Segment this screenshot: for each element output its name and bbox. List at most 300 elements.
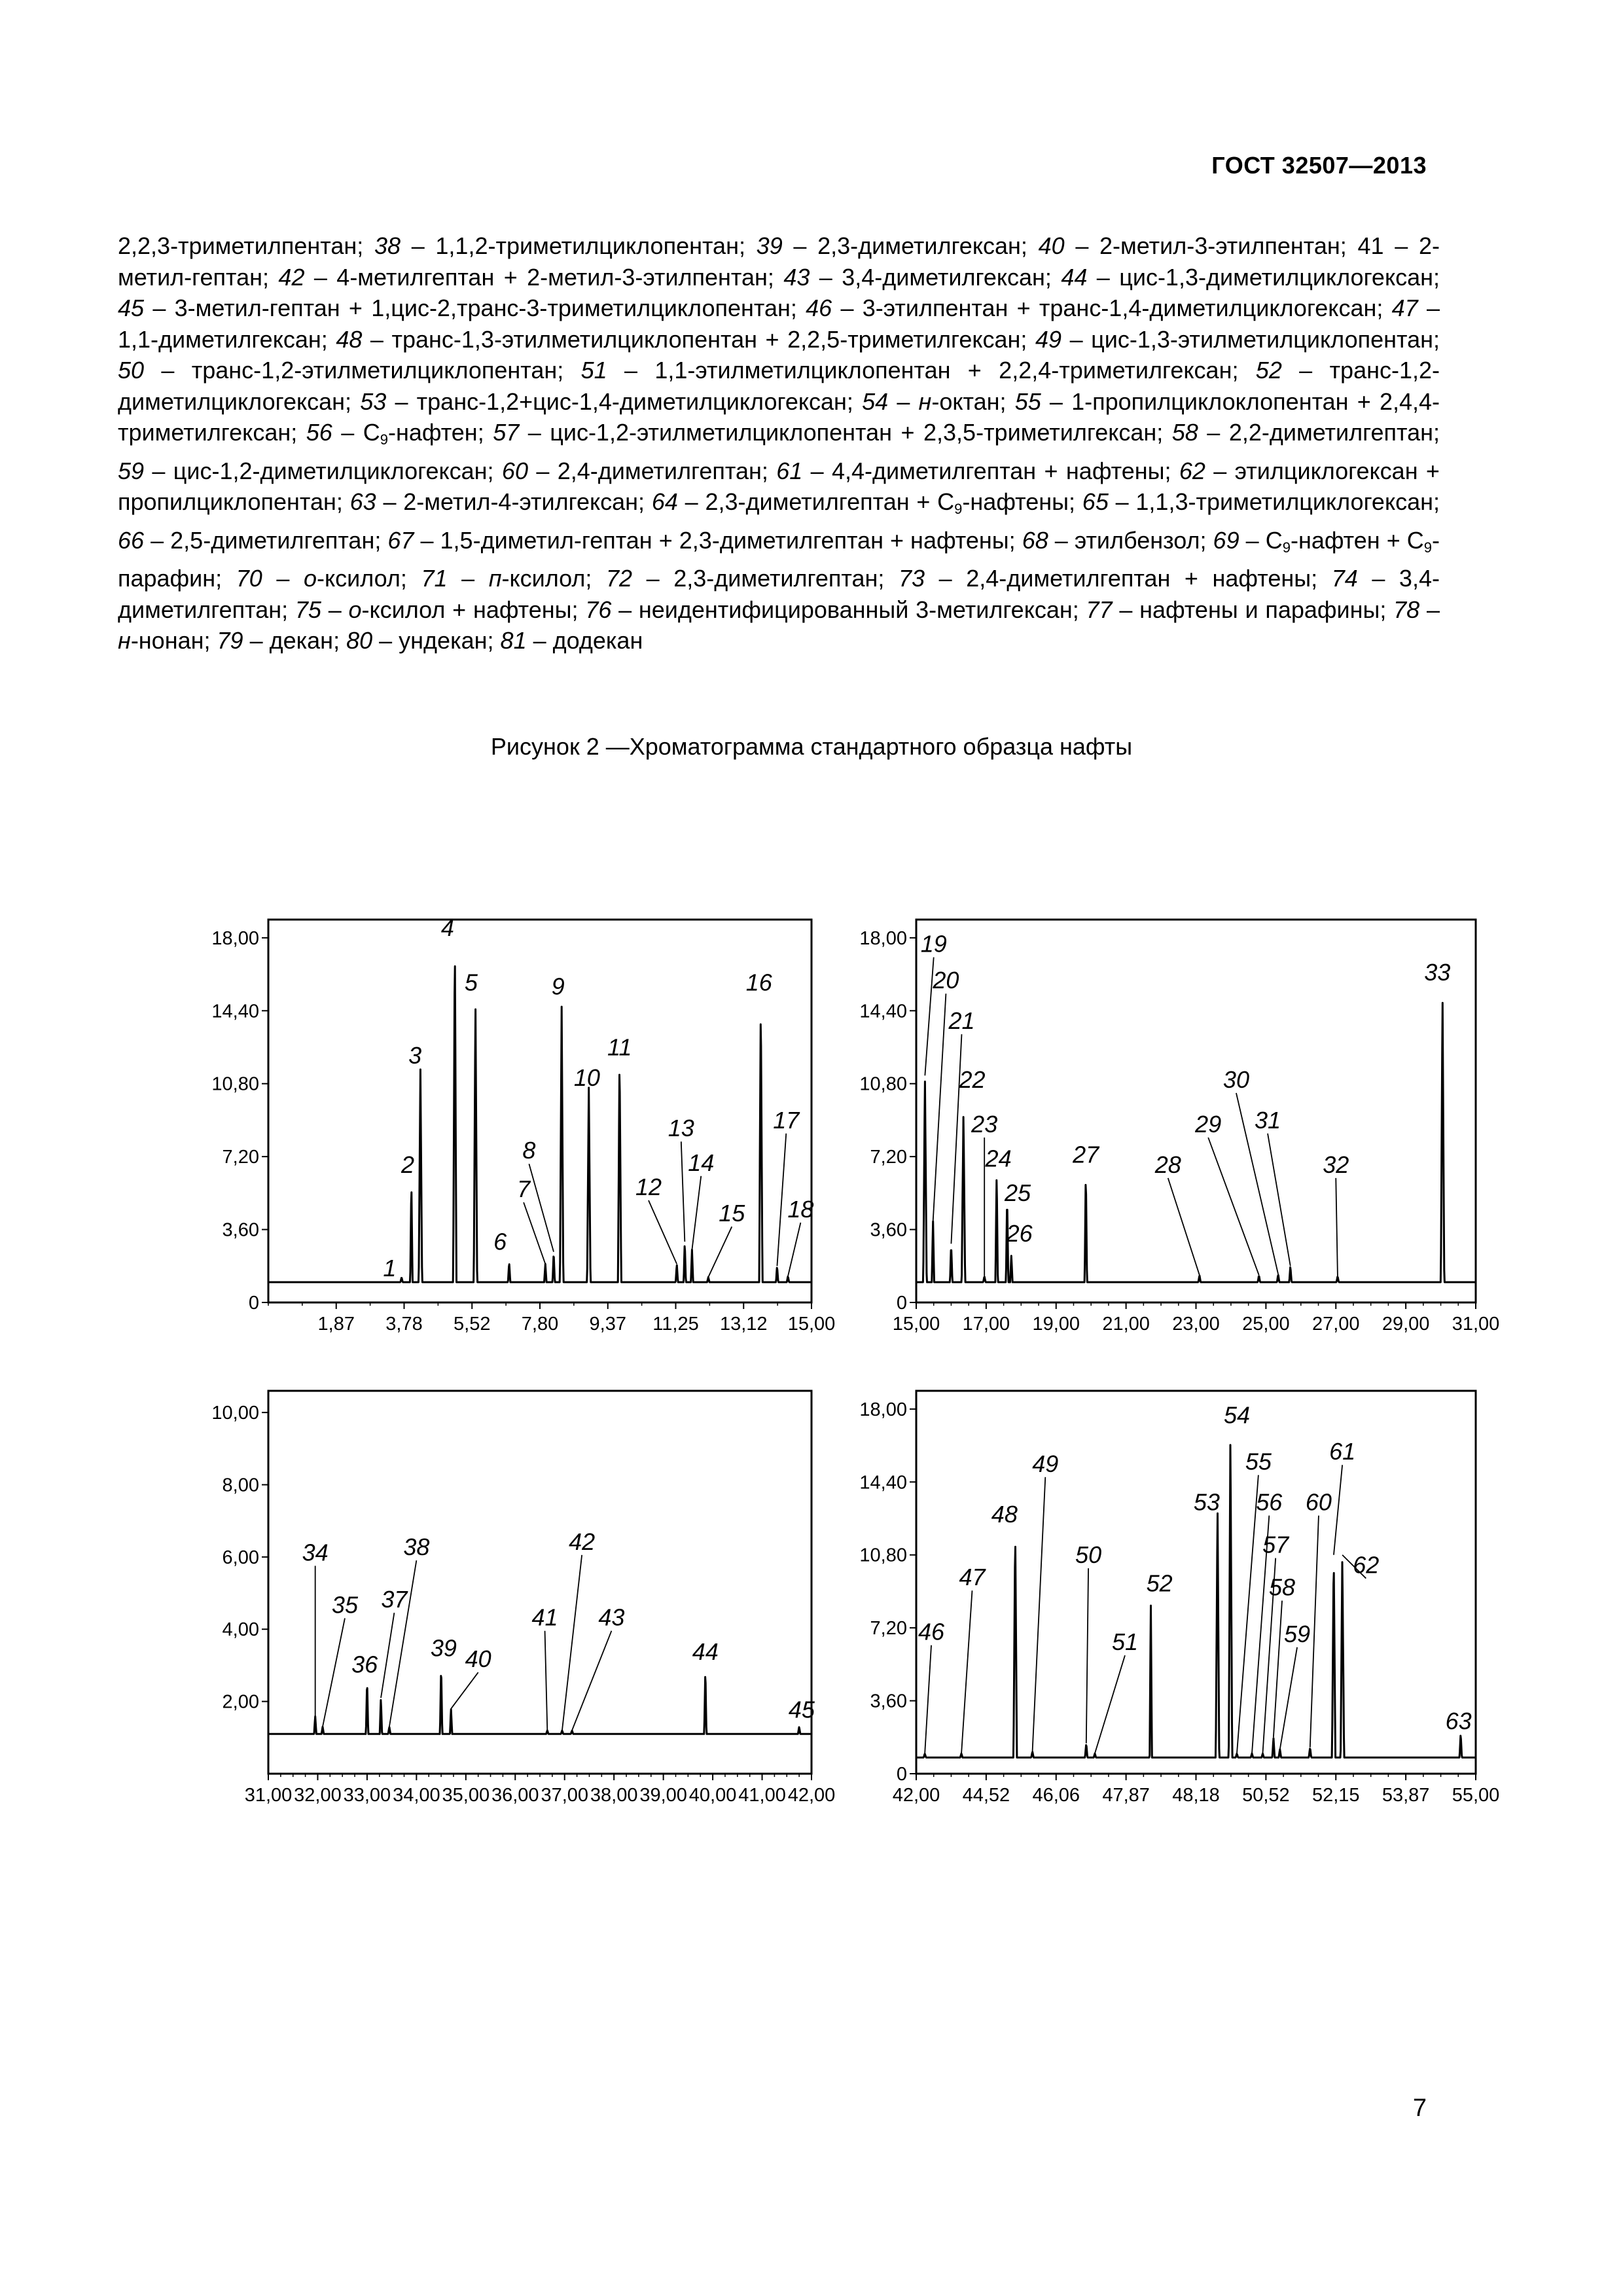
figure-legend xyxy=(118,230,1440,656)
legend-entry: 42 – 4-метилгептан + 2-метил-3-этилпентан; xyxy=(278,263,774,291)
peak-label: 23 xyxy=(971,1111,998,1138)
peak-leader-line xyxy=(708,1227,732,1277)
legend-number: 42 xyxy=(278,263,305,291)
y-tick-label: 6,00 xyxy=(222,1547,259,1568)
legend-number: 38 xyxy=(374,232,401,259)
legend-number: 51 xyxy=(580,357,607,384)
y-tick-label: 18,00 xyxy=(859,1399,907,1420)
legend-entry: 57 – цис-1,2-этилметилциклопентан + 2,3,5-триметилгексан; xyxy=(493,419,1164,446)
chart-svg xyxy=(196,1384,836,1820)
x-tick-label: 55,00 xyxy=(1452,1785,1500,1806)
legend-entry: 59 – цис-1,2-диметилциклогексан; xyxy=(118,457,494,484)
y-tick-label: 14,40 xyxy=(211,1001,259,1022)
standard-header: ГОСТ 32507—2013 xyxy=(1211,152,1427,179)
legend-number: 49 xyxy=(1035,325,1062,353)
x-tick-label: 53,87 xyxy=(1382,1785,1430,1806)
chromatogram-panel-1 xyxy=(196,913,836,1348)
peak-leader-line xyxy=(1280,1647,1297,1749)
legend-entry: 54 – н-октан; xyxy=(862,387,1007,415)
peak-label: 51 xyxy=(1111,1628,1139,1656)
legend-number: 44 xyxy=(1061,263,1088,291)
legend-number: 71 xyxy=(421,565,448,592)
legend-entry: 76 – неидентифицированный 3-метилгексан; xyxy=(585,596,1079,623)
peak-label: 31 xyxy=(1255,1106,1281,1134)
y-tick-label: 14,40 xyxy=(859,1472,907,1494)
peak-label: 1 xyxy=(383,1254,397,1282)
y-tick-label: 3,60 xyxy=(870,1691,907,1712)
legend-number: 59 xyxy=(118,457,145,484)
legend-number: 43 xyxy=(783,263,810,291)
legend-entry: 73 – 2,4-диметилгептан + нафтены; xyxy=(898,565,1318,592)
legend-text: 1,1,3-триметилциклогексан; xyxy=(1135,488,1440,515)
peak-label: 21 xyxy=(948,1007,975,1035)
y-tick-label: 10,80 xyxy=(859,1073,907,1095)
plot-frame xyxy=(916,1391,1476,1774)
legend-entry: $69 - C_9$-нафтен + $C_9$-парафин; xyxy=(118,526,1440,592)
peak-label: 19 xyxy=(920,930,947,958)
y-tick-label: 7,20 xyxy=(870,1618,907,1640)
peak-leader-line xyxy=(961,1590,972,1753)
legend-text: о-ксилол + нафтены; xyxy=(348,596,579,623)
y-tick-label: 3,60 xyxy=(870,1219,907,1241)
legend-number: 58 xyxy=(1171,419,1198,446)
y-tick-label: 4,00 xyxy=(222,1619,259,1641)
peak-label: 48 xyxy=(991,1501,1018,1528)
legend-number: 46 xyxy=(806,295,832,321)
legend-number: 50 xyxy=(118,357,145,384)
peak-label: 8 xyxy=(522,1137,536,1164)
chromatogram-panel-2 xyxy=(844,913,1500,1348)
peak-label: 46 xyxy=(918,1618,945,1645)
legend-entry: 61 – 4,4-диметилгептан + нафтены; xyxy=(776,457,1171,484)
legend-number: 70 xyxy=(236,565,262,592)
italic-prefix: н xyxy=(918,387,932,415)
page-number: 7 xyxy=(1412,2094,1427,2122)
peak-label: 59 xyxy=(1284,1620,1311,1647)
y-tick-label: 7,20 xyxy=(222,1147,259,1168)
legend-text: додекан xyxy=(552,627,643,654)
legend-entry: 62 – этилциклогексан + пропилциклопентан; xyxy=(118,457,1440,515)
legend-number: 81 xyxy=(500,627,527,654)
peak-label: 12 xyxy=(635,1173,662,1200)
peak-label: 5 xyxy=(464,969,478,996)
legend-number: 57 xyxy=(493,419,520,446)
legend-entry: 79 – декан; xyxy=(217,627,340,654)
legend-entry: 81 – додекан xyxy=(500,627,643,654)
legend-entry: 80 – ундекан; xyxy=(346,627,494,654)
legend-number: 79 xyxy=(217,627,243,654)
x-tick-label: 34,00 xyxy=(393,1785,440,1806)
x-tick-label: 35,00 xyxy=(442,1785,490,1806)
legend-entry: 60 – 2,4-диметилгептан; xyxy=(501,457,768,484)
x-tick-label: 9,37 xyxy=(589,1314,626,1335)
peak-label: 26 xyxy=(1006,1220,1033,1247)
chart-svg xyxy=(196,913,836,1348)
peak-leader-line xyxy=(562,1555,582,1731)
legend-number: 45 xyxy=(118,295,145,321)
legend-text: $C_9$-нафтен; xyxy=(363,419,484,448)
x-tick-label: 33,00 xyxy=(343,1785,391,1806)
peak-leader-line xyxy=(649,1200,677,1264)
x-tick-label: 42,00 xyxy=(787,1785,836,1806)
peak-label: 63 xyxy=(1445,1707,1472,1734)
legend-text: 2,5-диметилгептан; xyxy=(170,526,382,554)
subscript: 9 xyxy=(1282,539,1291,556)
legend-text: цис-1,3-этилметилциклопентан; xyxy=(1091,325,1440,353)
subscript: 9 xyxy=(954,501,963,517)
peak-label: 6 xyxy=(493,1228,507,1255)
legend-number: 56 xyxy=(306,419,332,446)
peak-label: 33 xyxy=(1424,958,1451,986)
legend-number: 41 xyxy=(1357,232,1384,259)
x-tick-label: 36,00 xyxy=(491,1785,539,1806)
legend-number: 67 xyxy=(387,526,414,554)
legend-number: 48 xyxy=(336,325,363,353)
legend-text: 2,4-диметилгептан + нафтены; xyxy=(966,565,1318,592)
legend-entry: 43 – 3,4-диметилгексан; xyxy=(783,263,1052,291)
legend-entry: 50 – транс-1,2-этилметилциклопентан; xyxy=(118,357,564,384)
peak-label: 9 xyxy=(551,973,565,1000)
legend-entry: 63 – 2-метил-4-этилгексан; xyxy=(349,488,645,515)
peak-leader-line xyxy=(545,1631,548,1731)
x-tick-label: 47,87 xyxy=(1102,1785,1150,1806)
peak-label: 15 xyxy=(719,1200,745,1227)
peak-label: 36 xyxy=(351,1651,378,1678)
x-tick-label: 13,12 xyxy=(719,1314,768,1335)
peak-label: 37 xyxy=(381,1586,408,1613)
x-tick-label: 1,87 xyxy=(317,1314,355,1335)
chart-svg xyxy=(844,1384,1500,1820)
legend-text: транс-1,2-диметилциклогексан; xyxy=(118,357,1440,415)
x-tick-label: 17,00 xyxy=(962,1314,1010,1335)
legend-text: 2,3-диметилгексан; xyxy=(817,232,1027,259)
y-tick-label: 3,60 xyxy=(222,1219,259,1241)
peak-label: 62 xyxy=(1353,1551,1380,1579)
legend-text: цис-1,2-диметилциклогексан; xyxy=(173,457,494,484)
peak-label: 44 xyxy=(692,1638,719,1666)
peak-leader-line xyxy=(692,1176,701,1250)
peak-label: 53 xyxy=(1193,1488,1220,1516)
legend-number: 68 xyxy=(1022,526,1048,554)
y-tick-label: 18,00 xyxy=(211,927,259,949)
x-tick-label: 27,00 xyxy=(1311,1314,1360,1335)
legend-entry: 67 – 1,5-диметил-гептан + 2,3-диметилгептан + нафтены; xyxy=(387,526,1016,554)
peak-leader-line xyxy=(1310,1516,1319,1748)
legend-entry: 40 – 2-метил-3-этилпентан; xyxy=(1038,232,1347,259)
y-tick-label: 0 xyxy=(896,1293,907,1314)
plot-frame xyxy=(268,920,812,1302)
x-tick-label: 25,00 xyxy=(1242,1314,1290,1335)
x-tick-label: 21,00 xyxy=(1102,1314,1150,1335)
peak-label: 55 xyxy=(1245,1448,1272,1475)
legend-text: цис-1,2-этилметилциклопентан + 2,3,5-триметилгексан; xyxy=(550,419,1164,446)
legend-text: 3-этилпентан + транс-1,4-диметилциклогексан; xyxy=(862,295,1383,321)
legend-text: цис-1,3-диметилциклогексан; xyxy=(1119,263,1440,291)
legend-number: 53 xyxy=(360,387,387,415)
x-tick-label: 50,52 xyxy=(1242,1785,1290,1806)
peak-label: 57 xyxy=(1262,1531,1289,1558)
legend-text: о-ксилол; xyxy=(303,565,407,592)
legend-text: 1-пропилциклоклопентан + 2,4,4-триметилгексан; xyxy=(118,387,1440,446)
x-tick-label: 40,00 xyxy=(688,1785,737,1806)
legend-text: 2,4-диметилгептан; xyxy=(557,457,768,484)
peak-label: 40 xyxy=(465,1645,491,1673)
peak-leader-line xyxy=(777,1134,786,1266)
legend-entry: 77 – нафтены и парафины; xyxy=(1086,596,1387,623)
legend-text: транс-1,2-этилметилциклопентан; xyxy=(191,357,564,384)
legend-text: н-нонан; xyxy=(118,627,211,654)
y-tick-label: 7,20 xyxy=(870,1147,907,1168)
x-tick-label: 31,00 xyxy=(1452,1314,1500,1335)
peak-label: 3 xyxy=(408,1041,422,1069)
peak-label: 50 xyxy=(1075,1541,1102,1569)
legend-text: 2-метил-гептан; xyxy=(118,232,1440,291)
x-tick-label: 46,06 xyxy=(1032,1785,1080,1806)
legend-entry: 64 – 2,3-диметилгептан + $C_9$-нафтены; xyxy=(651,488,1076,517)
legend-entry: 45 – 3-метил-гептан + 1,цис-2,транс-3-триметилциклопентан; xyxy=(118,295,797,321)
legend-entry: 71 – п-ксилол; xyxy=(421,565,592,592)
chromatogram-trace xyxy=(268,1676,812,1734)
legend-text: н-октан; xyxy=(918,387,1007,415)
peak-label: 30 xyxy=(1222,1066,1249,1093)
legend-text: 2-метил-4-этилгексан; xyxy=(403,488,645,515)
legend-number: 73 xyxy=(898,565,925,592)
legend-number: 72 xyxy=(606,565,633,592)
peak-leader-line xyxy=(451,1672,478,1708)
peak-label: 27 xyxy=(1073,1141,1099,1168)
peak-label: 34 xyxy=(302,1539,329,1566)
x-tick-label: 29,00 xyxy=(1382,1314,1430,1335)
peak-label: 29 xyxy=(1195,1111,1222,1138)
legend-text: 1,1-диметилгексан; xyxy=(118,325,328,353)
peak-label: 14 xyxy=(688,1149,715,1176)
peak-label: 18 xyxy=(787,1196,814,1223)
peak-leader-line xyxy=(788,1223,800,1276)
peak-label: 35 xyxy=(331,1591,358,1619)
legend-entry: 48 – транс-1,3-этилметилциклопентан + 2,2,5-триметилгексан; xyxy=(336,325,1027,353)
x-tick-label: 52,15 xyxy=(1311,1785,1360,1806)
legend-entry xyxy=(118,232,363,259)
chromatogram-panel-4 xyxy=(844,1384,1500,1820)
legend-entry: 78 – н-нонан; xyxy=(118,596,1440,654)
legend-text: 1,1,2-триметилциклопентан; xyxy=(435,232,745,259)
x-tick-label: 19,00 xyxy=(1032,1314,1080,1335)
legend-entry: 39 – 2,3-диметилгексан; xyxy=(756,232,1027,259)
legend-text: 2,2,3-триметилпентан; xyxy=(118,232,364,259)
legend-text: 1,1-этилметилциклопентан + 2,2,4-триметилгексан; xyxy=(654,357,1239,384)
peak-label: 2 xyxy=(401,1151,415,1178)
x-tick-label: 48,18 xyxy=(1172,1785,1220,1806)
peak-label: 22 xyxy=(959,1066,986,1093)
legend-number: 75 xyxy=(294,596,321,623)
peak-label: 56 xyxy=(1256,1488,1283,1516)
x-tick-label: 32,00 xyxy=(294,1785,342,1806)
legend-number: 52 xyxy=(1255,357,1282,384)
y-tick-label: 2,00 xyxy=(222,1691,259,1713)
x-tick-label: 37,00 xyxy=(541,1785,589,1806)
legend-number: 40 xyxy=(1038,232,1065,259)
legend-entry: 66 – 2,5-диметилгептан; xyxy=(118,526,382,554)
legend-text: 4-метилгептан + 2-метил-3-этилпентан; xyxy=(336,263,774,291)
peak-label: 42 xyxy=(569,1528,596,1555)
legend-entry: 52 – транс-1,2-диметилциклогексан; xyxy=(118,357,1440,415)
peak-label: 24 xyxy=(985,1145,1012,1172)
y-tick-label: 8,00 xyxy=(222,1475,259,1496)
peak-label: 20 xyxy=(933,967,959,994)
x-tick-label: 7,80 xyxy=(521,1314,559,1335)
peak-leader-line xyxy=(529,1164,554,1251)
chromatogram-panel-3 xyxy=(196,1384,836,1820)
x-tick-label: 44,52 xyxy=(962,1785,1010,1806)
legend-text: п-ксилол; xyxy=(488,565,592,592)
legend-text: 1,5-диметил-гептан + 2,3-диметилгептан + нафтены; xyxy=(440,526,1016,554)
peak-leader-line xyxy=(381,1613,394,1698)
legend-text: нафтены и парафины; xyxy=(1139,596,1387,623)
legend-entry: 58 – 2,2-диметилгептан; xyxy=(1171,419,1440,446)
italic-prefix: н xyxy=(118,627,131,654)
peak-leader-line xyxy=(933,994,946,1221)
legend-entry: 47 – 1,1-диметилгексан; xyxy=(118,295,1440,353)
subscript: 9 xyxy=(1423,539,1433,556)
peak-label: 38 xyxy=(403,1534,430,1561)
legend-entry: 72 – 2,3-диметилгептан; xyxy=(606,565,885,592)
chromatogram-trace xyxy=(268,966,812,1282)
legend-text: ундекан; xyxy=(399,627,494,654)
x-tick-label: 5,52 xyxy=(454,1314,491,1335)
legend-text: неидентифицированный 3-метилгексан; xyxy=(638,596,1079,623)
peak-leader-line xyxy=(1095,1655,1125,1753)
peak-label: 52 xyxy=(1146,1570,1173,1597)
y-tick-label: 0 xyxy=(896,1764,907,1785)
legend-entry: 46 – 3-этилпентан + транс-1,4-диметилциклогексан; xyxy=(806,295,1383,321)
legend-number: 77 xyxy=(1086,596,1113,623)
legend-entry: 49 – цис-1,3-этилметилциклопентан; xyxy=(1035,325,1440,353)
peak-label: 41 xyxy=(531,1604,558,1631)
peak-label: 10 xyxy=(573,1064,600,1091)
x-tick-label: 42,00 xyxy=(892,1785,940,1806)
legend-number: 66 xyxy=(118,526,145,554)
legend-text: 4,4-диметилгептан + нафтены; xyxy=(832,457,1171,484)
legend-entry: 70 – о-ксилол; xyxy=(236,565,407,592)
y-tick-label: 14,40 xyxy=(859,1001,907,1022)
legend-entry: 41 – 2-метил-гептан; xyxy=(118,232,1440,291)
peak-label: 39 xyxy=(430,1634,457,1662)
peak-leader-line xyxy=(1334,1465,1342,1554)
peak-label: 49 xyxy=(1032,1450,1059,1477)
peak-label: 7 xyxy=(517,1175,531,1203)
peak-leader-line xyxy=(572,1631,611,1731)
peak-leader-line xyxy=(323,1618,345,1727)
x-tick-label: 3,78 xyxy=(385,1314,423,1335)
y-tick-label: 18,00 xyxy=(859,927,907,949)
legend-entry: 68 – этилбензол; xyxy=(1022,526,1207,554)
legend-text: $C_9$-нафтен + $C_9$-парафин; xyxy=(118,526,1440,592)
legend-number: 60 xyxy=(501,457,528,484)
legend-number: 65 xyxy=(1082,488,1109,515)
legend-text: 2,3-диметилгептан; xyxy=(673,565,885,592)
legend-number: 54 xyxy=(862,387,889,415)
legend-entry: 38 – 1,1,2-триметилциклопентан; xyxy=(374,232,745,259)
legend-entry: 65 – 1,1,3-триметилциклогексан; xyxy=(1082,488,1440,515)
legend-entry: 53 – транс-1,2+цис-1,4-диметилциклогексан; xyxy=(360,387,853,415)
legend-number: 63 xyxy=(349,488,376,515)
legend-number: 76 xyxy=(585,596,612,623)
x-tick-label: 11,25 xyxy=(652,1314,699,1335)
legend-text: транс-1,3-этилметилциклопентан + 2,2,5-триметилгексан; xyxy=(391,325,1027,353)
x-tick-label: 15,00 xyxy=(892,1314,940,1335)
peak-label: 13 xyxy=(668,1115,694,1142)
x-tick-label: 23,00 xyxy=(1172,1314,1220,1335)
x-tick-label: 15,00 xyxy=(787,1314,836,1335)
x-tick-label: 39,00 xyxy=(639,1785,687,1806)
chart-svg xyxy=(844,913,1500,1348)
y-tick-label: 10,00 xyxy=(211,1403,259,1424)
legend-entry: 44 – цис-1,3-диметилциклогексан; xyxy=(1061,263,1440,291)
peak-leader-line xyxy=(1274,1601,1282,1738)
peak-label: 61 xyxy=(1329,1438,1356,1465)
legend-number: 74 xyxy=(1331,565,1358,592)
legend-text: 2,3-диметилгептан + $C_9$-нафтены; xyxy=(705,488,1076,517)
peak-label: 28 xyxy=(1154,1151,1181,1178)
legend-number: 39 xyxy=(756,232,783,259)
legend-entry: $56 - C_9$-нафтен; xyxy=(306,419,484,448)
x-tick-label: 41,00 xyxy=(738,1785,786,1806)
legend-text: декан; xyxy=(269,627,340,654)
italic-prefix: п xyxy=(488,565,502,592)
legend-text: этилбензол; xyxy=(1074,526,1207,554)
peak-label: 43 xyxy=(598,1604,625,1631)
peak-leader-line xyxy=(1033,1477,1046,1751)
peak-leader-line xyxy=(1336,1178,1338,1276)
legend-number: 55 xyxy=(1014,387,1041,415)
legend-text: 2-метил-3-этилпентан; xyxy=(1099,232,1347,259)
y-tick-label: 10,80 xyxy=(211,1073,259,1095)
legend-number: 61 xyxy=(776,457,803,484)
chromatogram-trace xyxy=(916,1003,1476,1282)
peak-label: 32 xyxy=(1323,1151,1349,1178)
y-tick-label: 10,80 xyxy=(859,1545,907,1566)
legend-text: 3,4-диметилгептан; xyxy=(118,565,1440,623)
legend-text: транс-1,2+цис-1,4-диметилциклогексан; xyxy=(416,387,853,415)
italic-prefix: о xyxy=(348,596,362,623)
peak-label: 16 xyxy=(745,969,772,996)
legend-number: 78 xyxy=(1393,596,1420,623)
peak-label: 11 xyxy=(607,1033,632,1061)
peak-label: 47 xyxy=(959,1564,986,1591)
legend-entry: 55 – 1-пропилциклоклопентан + 2,4,4-триметилгексан; xyxy=(118,387,1440,446)
subscript: 9 xyxy=(380,431,388,448)
peak-label: 45 xyxy=(788,1696,815,1723)
legend-number: 80 xyxy=(346,627,373,654)
legend-text: 3-метил-гептан + 1,цис-2,транс-3-триметилциклопентан; xyxy=(174,295,797,321)
legend-entry: 51 – 1,1-этилметилциклопентан + 2,2,4-триметилгексан; xyxy=(580,357,1239,384)
legend-number: 62 xyxy=(1179,457,1205,484)
peak-label: 17 xyxy=(773,1106,800,1134)
figure-caption: Рисунок 2 —Хроматограмма стандартного образца нафты xyxy=(490,733,1133,760)
peak-leader-line xyxy=(681,1141,685,1242)
peak-label: 54 xyxy=(1223,1401,1251,1429)
peak-leader-line xyxy=(1086,1568,1088,1743)
legend-entry: 75 – о-ксилол + нафтены; xyxy=(294,596,579,623)
legend-number: 64 xyxy=(651,488,678,515)
x-tick-label: 31,00 xyxy=(244,1785,293,1806)
legend-text: 2,2-диметилгептан; xyxy=(1228,419,1440,446)
peak-label: 60 xyxy=(1305,1488,1332,1516)
legend-number: 47 xyxy=(1391,295,1418,321)
legend-number: 69 xyxy=(1213,526,1240,554)
italic-prefix: о xyxy=(303,565,317,592)
plot-frame xyxy=(268,1391,812,1774)
